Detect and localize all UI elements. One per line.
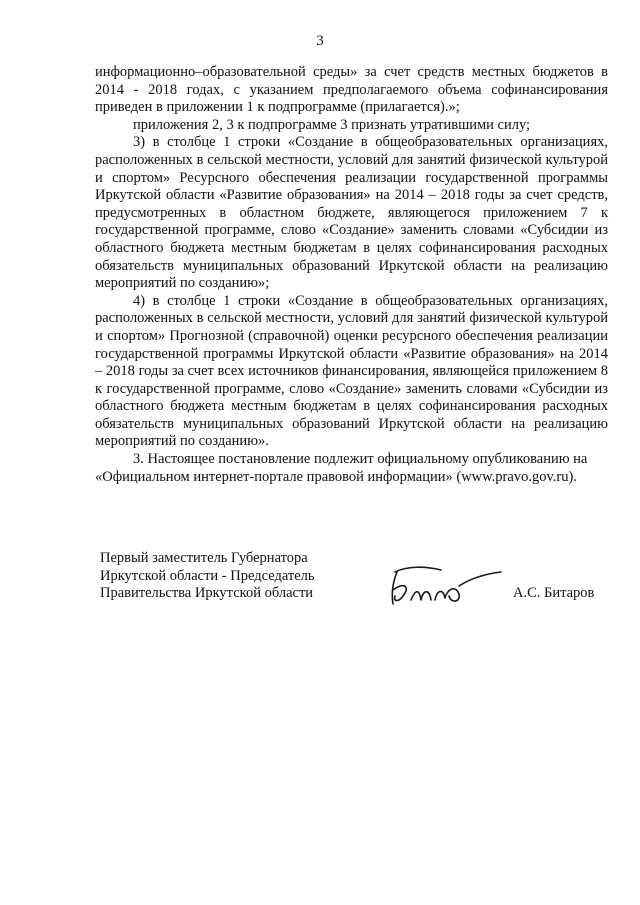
page-number: 3 [316, 33, 324, 49]
signatory-title-line-1: Первый заместитель Губернатора [100, 550, 308, 566]
paragraph-1: информационно–образовательной среды» за счет средств местных бюджетов в 2014 - 2018 годах, с указанием предполагаемого объема софинансирования приведен в приложении 1 к подпрограмме (прилагается).»; [95, 64, 608, 116]
signatory-name: А.С. Битаров [513, 585, 595, 601]
paragraph-2: приложения 2, 3 к подпрограмме 3 признать утратившими силу; [133, 116, 531, 133]
signatory-title-line-3: Правительства Иркутской области [100, 585, 314, 602]
signatory-title [100, 550, 315, 603]
handwritten-signature [385, 560, 505, 610]
document-body [95, 64, 608, 486]
paragraph-4: 4) в столбце 1 строки «Создание в общеобразовательных организациях, расположенных в сельской местности, условий для занятий физической культурой и спортом» Прогнозной (справочной) оценки ресурсного обеспечения реализации государственной программы Иркутской области «Развитие образования» на 2014 – 2018 годы за счет всех источников финансирования, являющейся приложением 8 к государственной программе, слово «Создание» заменить словами «Субсидии из областного бюджета местным бюджетам в целях софинансирования расходных обязательств муниципальных образований Иркутской области на реализацию мероприятий по созданию». [95, 292, 608, 450]
signatory-title-line-2: Иркутской области - Председатель [100, 567, 315, 584]
paragraph-3: 3) в столбце 1 строки «Создание в общеобразовательных организациях, расположенных в сельской местности, условий для занятий физической культурой и спортом» Ресурсного обеспечения реализации государственной программы Иркутской области «Развитие образования» на 2014 – 2018 годы за счет средств, предусмотренных в областном бюджете, являющегося приложением 7 к государственной программе, слово «Создание» заменить словами «Субсидии из областного бюджета местным бюджетам в целях софинансирования расходных обязательств муниципальных образований Иркутской области на реализацию мероприятий по созданию»; [95, 134, 608, 292]
paragraph-5: 3. Настоящее постановление подлежит официальному опубликованию на «Официальном интернет-портале правовой информации» (www.pravo.gov.ru). [95, 451, 588, 485]
